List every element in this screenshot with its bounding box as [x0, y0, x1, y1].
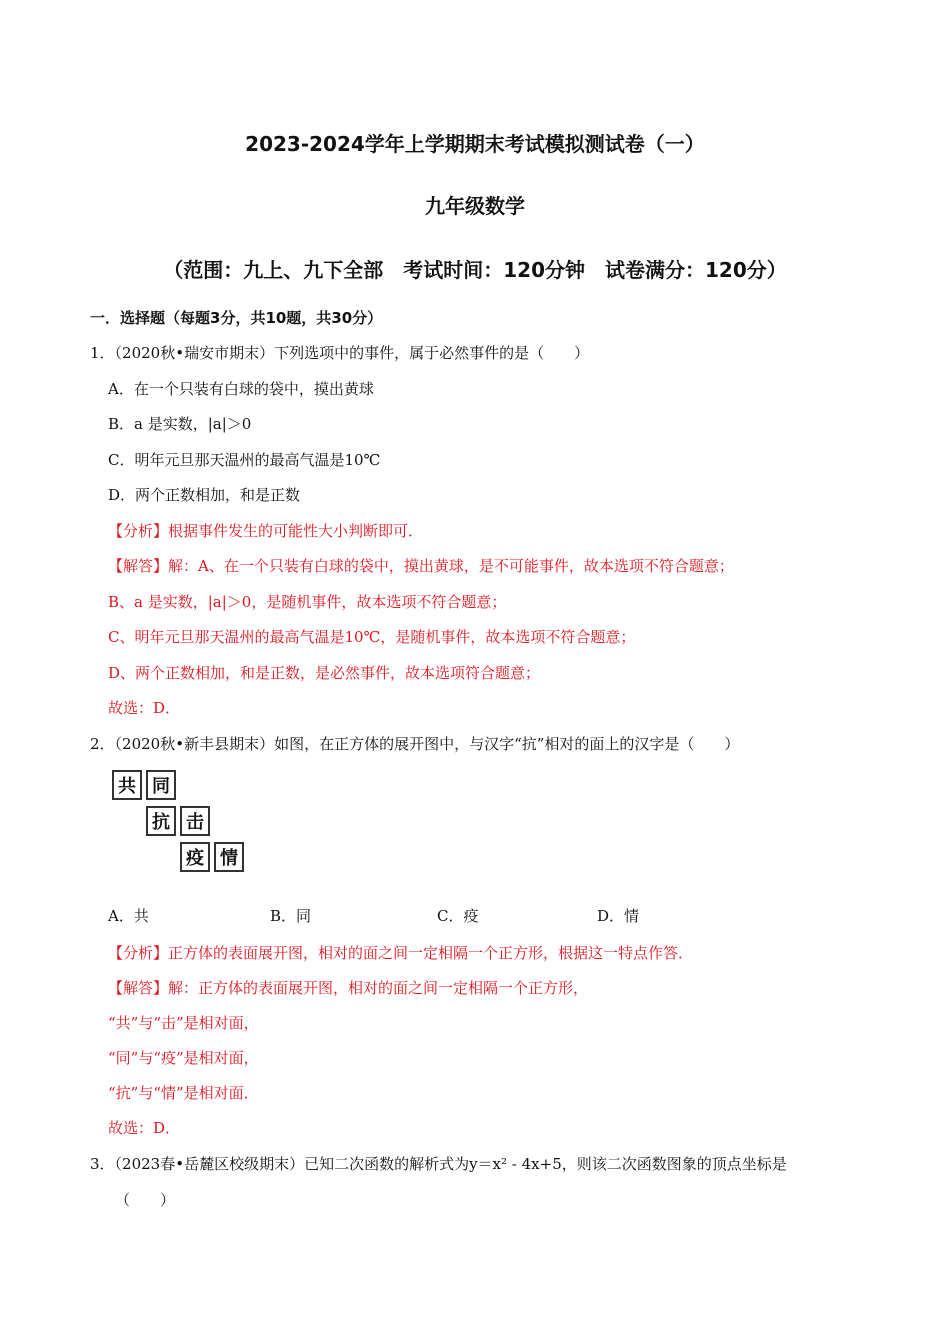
q2-answer-text-1: 解：正方体的表面展开图，相对的面之间一定相隔一个正方形， — [168, 979, 589, 997]
exam-title: 2023-2024学年上学期期末考试模拟测试卷（一） — [245, 132, 705, 156]
q1-stem: 1．（2020秋•瑞安市期末）下列选项中的事件，属于必然事件的是（ ） — [90, 344, 590, 362]
q2-answer-line-1 — [108, 978, 588, 998]
exam-subject: 九年级数学 — [425, 194, 525, 218]
q1-answer-line-2: B、a 是实数，|a|＞0，是随机事件，故本选项不符合题意； — [108, 593, 507, 611]
q1-choice: 故选：D． — [108, 699, 181, 717]
net-cell-yi: 疫 — [180, 842, 210, 872]
q1-answer-line-4: D、两个正数相加，和是正数，是必然事件，故本选项符合题意； — [108, 664, 541, 682]
q1-analysis — [108, 521, 423, 541]
q2-option-a: A．共 — [108, 907, 149, 925]
q1-analysis-tag: 【分析】 — [108, 522, 169, 540]
q1-analysis-text: 根据事件发生的可能性大小判断即可． — [168, 522, 424, 540]
q1-answer-line-3: C、明年元旦那天温州的最高气温是10℃，是随机事件，故本选项不符合题意； — [108, 628, 636, 646]
q2-stem: 2．（2020秋•新丰县期末）如图，在正方体的展开图中，与汉字“抗”相对的面上的汉字是（ ） — [90, 735, 740, 753]
q2-answer-line-4: “抗”与“情”是相对面． — [108, 1084, 259, 1102]
q2-option-c: C．疫 — [437, 907, 479, 925]
q3-stem: 3．（2023春•岳麓区校级期末）已知二次函数的解析式为y＝x² - 4x+5，则该二次函数图象的顶点坐标是 — [90, 1155, 787, 1173]
q2-analysis-text: 正方体的表面展开图，相对的面之间一定相隔一个正方形，根据这一特点作答． — [168, 944, 694, 962]
net-cell-tong: 同 — [146, 770, 176, 800]
q2-answer-line-2: “共”与“击”是相对面， — [108, 1014, 259, 1032]
q2-analysis — [108, 943, 693, 963]
q2-choice: 故选：D． — [108, 1119, 181, 1137]
q2-answer-line-3: “同”与“疫”是相对面， — [108, 1049, 259, 1067]
q1-option-d: D．两个正数相加，和是正数 — [108, 486, 301, 504]
q1-option-b: B．a 是实数，|a|＞0 — [108, 415, 252, 433]
q2-option-d: D．情 — [597, 907, 640, 925]
q1-answer-tag: 【解答】 — [108, 557, 169, 575]
q1-answer-text-1: 解：A、在一个只装有白球的袋中，摸出黄球，是不可能事件，故本选项不符合题意； — [168, 557, 734, 575]
exam-info: （范围：九上、九下全部 考试时间：120分钟 试卷满分：120分） — [163, 258, 787, 282]
net-cell-gong: 共 — [112, 770, 142, 800]
net-cell-ji: 击 — [180, 806, 210, 836]
q1-option-a: A．在一个只装有白球的袋中，摸出黄球 — [108, 380, 374, 398]
q1-answer-line-1 — [108, 556, 734, 576]
cube-net-figure — [112, 770, 252, 880]
q2-analysis-tag: 【分析】 — [108, 944, 169, 962]
section-heading: 一．选择题（每题3分，共10题，共30分） — [90, 309, 383, 327]
q3-stem-paren: （ ） — [115, 1191, 176, 1209]
q2-answer-tag: 【解答】 — [108, 979, 169, 997]
q1-option-c: C．明年元旦那天温州的最高气温是10℃ — [108, 451, 381, 469]
net-cell-kang: 抗 — [146, 806, 176, 836]
q2-option-b: B．同 — [270, 907, 312, 925]
net-cell-qing: 情 — [214, 842, 244, 872]
